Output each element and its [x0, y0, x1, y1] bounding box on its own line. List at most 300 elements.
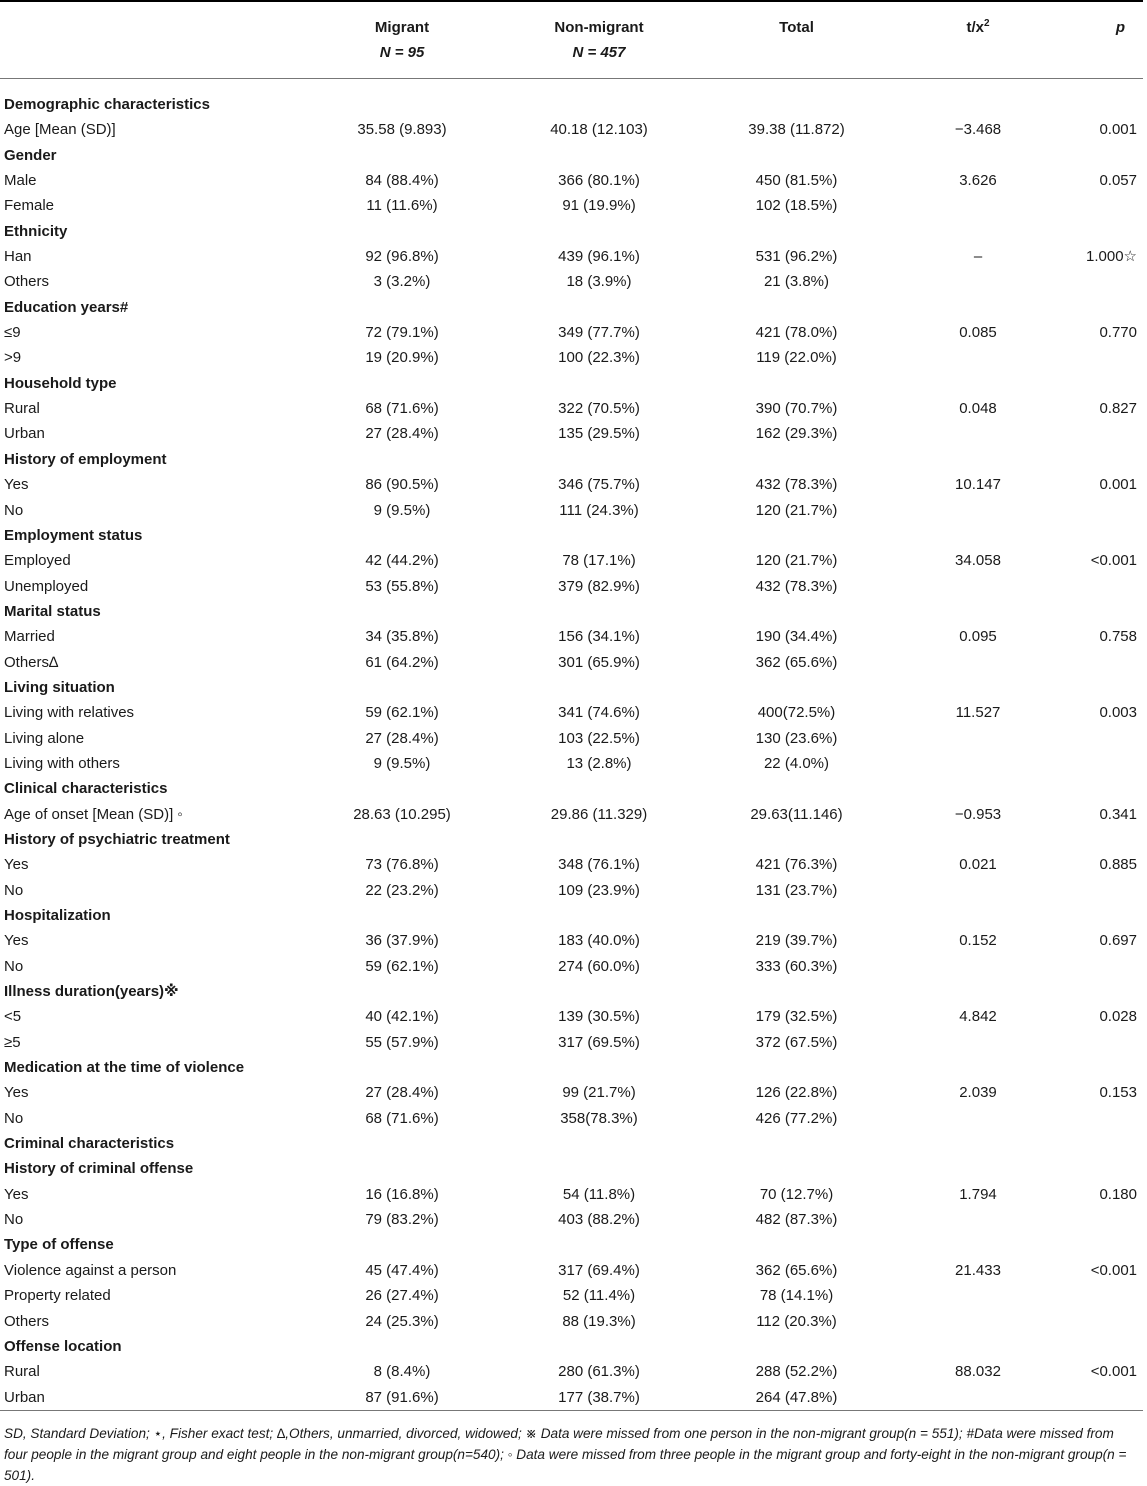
row-label: Yes — [4, 476, 29, 494]
migrant-value: 19 (20.9%) — [365, 349, 439, 367]
stat-value — [894, 574, 1062, 599]
table-body — [0, 79, 1143, 1410]
stat-value: 0.085 — [959, 324, 997, 342]
migrant-value — [305, 1131, 499, 1156]
section-row — [0, 371, 1143, 396]
stat-value — [894, 371, 1062, 396]
row-label: Unemployed — [4, 577, 89, 595]
nonmigrant-value: 348 (76.1%) — [558, 856, 640, 874]
stat-value — [894, 1334, 1062, 1359]
stat-value — [894, 1232, 1062, 1257]
table-row — [0, 1385, 1143, 1410]
section-row — [0, 776, 1143, 801]
row-label: Others∆ — [4, 653, 59, 671]
stat-value — [894, 979, 1062, 1004]
stat-value — [894, 92, 1062, 117]
row-label: Yes — [4, 932, 29, 950]
migrant-value — [305, 1055, 499, 1080]
migrant-value: 59 (62.1%) — [365, 957, 439, 975]
total-value — [699, 1334, 894, 1359]
section-row — [0, 92, 1143, 117]
total-value — [699, 776, 894, 801]
p-value — [1062, 751, 1143, 776]
row-label: Demographic characteristics — [4, 96, 210, 113]
row-label: Ethnicity — [4, 222, 68, 240]
migrant-value: 73 (76.8%) — [365, 856, 439, 874]
p-value — [1062, 827, 1143, 852]
p-value — [1062, 143, 1143, 168]
row-label: Living alone — [4, 729, 85, 747]
stat-value — [894, 599, 1062, 624]
row-label: Marital status — [4, 602, 101, 620]
migrant-value — [305, 1156, 499, 1181]
p-value — [1062, 650, 1143, 675]
nonmigrant-value: 54 (11.8%) — [562, 1185, 636, 1203]
stat-value: 4.842 — [959, 1008, 997, 1026]
table-row — [0, 168, 1143, 193]
migrant-value — [305, 295, 499, 320]
p-value — [1062, 726, 1143, 751]
table-row — [0, 650, 1143, 675]
stat-value: 1.794 — [959, 1185, 997, 1203]
total-value — [699, 295, 894, 320]
p-value: <0.001 — [1090, 1363, 1137, 1381]
stat-value: 0.095 — [959, 628, 997, 646]
total-value: 70 (12.7%) — [759, 1185, 834, 1203]
p-value — [1062, 1309, 1143, 1334]
p-value: 0.758 — [1099, 628, 1137, 646]
nonmigrant-value — [499, 92, 699, 117]
row-label: Education years# — [4, 298, 129, 316]
row-label: Male — [4, 172, 37, 190]
header-stat — [894, 2, 1062, 79]
p-value — [1062, 1207, 1143, 1232]
nonmigrant-value — [499, 219, 699, 244]
stat-value: 0.021 — [959, 856, 997, 874]
stat-value — [894, 143, 1062, 168]
total-value: 390 (70.7%) — [755, 400, 838, 418]
total-value: 112 (20.3%) — [756, 1312, 837, 1330]
migrant-value: 45 (47.4%) — [365, 1261, 439, 1279]
table-row — [0, 1182, 1143, 1207]
characteristics-table — [0, 2, 1143, 1410]
table-row — [0, 269, 1143, 294]
p-value — [1062, 1106, 1143, 1131]
nonmigrant-value: 52 (11.4%) — [562, 1287, 636, 1305]
stat-value — [894, 498, 1062, 523]
table-row — [0, 852, 1143, 877]
section-row — [0, 1131, 1143, 1156]
header-migrant — [305, 2, 499, 79]
migrant-value: 68 (71.6%) — [365, 400, 439, 418]
migrant-value — [305, 675, 499, 700]
row-label: Urban — [4, 425, 45, 443]
p-value: 0.180 — [1099, 1185, 1137, 1203]
section-row — [0, 1232, 1143, 1257]
total-value: 120 (21.7%) — [755, 501, 838, 519]
row-label: Age of onset [Mean (SD)] ◦ — [4, 805, 183, 823]
nonmigrant-value — [499, 447, 699, 472]
nonmigrant-value — [499, 1131, 699, 1156]
nonmigrant-value: 99 (21.7%) — [562, 1084, 636, 1102]
stat-value: 0.048 — [959, 400, 997, 418]
migrant-value — [305, 903, 499, 928]
nonmigrant-value: 29.86 (11.329) — [550, 805, 648, 823]
row-label: Illness duration(years)※ — [4, 983, 179, 1001]
nonmigrant-value — [499, 143, 699, 168]
table-row — [0, 1004, 1143, 1029]
total-value: 102 (18.5%) — [755, 197, 838, 215]
section-row — [0, 827, 1143, 852]
total-value — [699, 675, 894, 700]
migrant-value — [305, 1232, 499, 1257]
total-value: 426 (77.2%) — [755, 1109, 838, 1127]
stat-value — [894, 954, 1062, 979]
p-value — [1062, 421, 1143, 446]
stat-value — [894, 726, 1062, 751]
table-row — [0, 700, 1143, 725]
p-value — [1062, 776, 1143, 801]
table-row — [0, 624, 1143, 649]
migrant-value: 24 (25.3%) — [365, 1312, 439, 1330]
p-value — [1062, 523, 1143, 548]
row-label: Yes — [4, 1185, 29, 1203]
p-value — [1062, 675, 1143, 700]
row-label: >9 — [4, 349, 22, 367]
row-label: Clinical characteristics — [4, 780, 168, 798]
migrant-value: 40 (42.1%) — [365, 1008, 439, 1026]
nonmigrant-value: 439 (96.1%) — [558, 248, 640, 266]
stat-value — [894, 447, 1062, 472]
table-row — [0, 574, 1143, 599]
migrant-value: 3 (3.2%) — [373, 273, 431, 291]
table-row — [0, 1030, 1143, 1055]
row-label: Employed — [4, 552, 71, 570]
nonmigrant-value: 341 (74.6%) — [558, 704, 640, 722]
section-row — [0, 447, 1143, 472]
p-value — [1062, 954, 1143, 979]
nonmigrant-value — [499, 979, 699, 1004]
stat-value — [894, 193, 1062, 218]
total-value: 131 (23.7%) — [755, 881, 838, 899]
row-label: Type of offense — [4, 1236, 114, 1254]
stat-value — [894, 1385, 1062, 1410]
section-row — [0, 219, 1143, 244]
total-value: 421 (76.3%) — [755, 856, 838, 874]
migrant-value: 9 (9.5%) — [373, 754, 431, 772]
total-value — [699, 143, 894, 168]
total-value — [699, 219, 894, 244]
p-value — [1062, 1030, 1143, 1055]
nonmigrant-value: 403 (88.2%) — [558, 1211, 640, 1229]
total-value: 78 (14.1%) — [759, 1287, 834, 1305]
table-row — [0, 320, 1143, 345]
row-label: Rural — [4, 1363, 40, 1381]
migrant-value: 87 (91.6%) — [365, 1388, 439, 1406]
p-value: 0.885 — [1099, 856, 1137, 874]
table-row — [0, 396, 1143, 421]
nonmigrant-value — [499, 371, 699, 396]
migrant-value — [305, 447, 499, 472]
total-value: 219 (39.7%) — [755, 932, 838, 950]
table-row — [0, 498, 1143, 523]
row-label: Urban — [4, 1388, 45, 1406]
spacer-row — [0, 79, 1143, 93]
nonmigrant-value — [499, 903, 699, 928]
header-stat-sup: 2 — [983, 18, 990, 29]
row-label: ≥5 — [4, 1033, 21, 1051]
total-value: 39.38 (11.872) — [748, 121, 845, 139]
nonmigrant-value — [499, 1055, 699, 1080]
stat-value — [894, 903, 1062, 928]
migrant-value — [305, 92, 499, 117]
row-label: Hospitalization — [4, 907, 111, 924]
table-row — [0, 421, 1143, 446]
table-row — [0, 345, 1143, 370]
stat-value — [894, 523, 1062, 548]
table-row — [0, 954, 1143, 979]
migrant-value: 72 (79.1%) — [365, 324, 439, 342]
p-value — [1062, 447, 1143, 472]
stat-value — [894, 295, 1062, 320]
stat-value — [894, 827, 1062, 852]
row-label: Others — [4, 273, 50, 291]
nonmigrant-value: 100 (22.3%) — [558, 349, 640, 367]
migrant-value: 8 (8.4%) — [373, 1363, 431, 1381]
row-label: Living situation — [4, 678, 115, 696]
nonmigrant-value — [499, 1156, 699, 1181]
section-row — [0, 979, 1143, 1004]
stat-value — [894, 1156, 1062, 1181]
migrant-value: 28.63 (10.295) — [353, 805, 451, 823]
p-value — [1062, 219, 1143, 244]
total-value: 531 (96.2%) — [755, 248, 838, 266]
total-value — [699, 1131, 894, 1156]
p-value: 0.697 — [1099, 932, 1137, 950]
table-row — [0, 193, 1143, 218]
migrant-value — [305, 143, 499, 168]
p-value: <0.001 — [1090, 552, 1137, 570]
header-total: Total — [779, 19, 814, 36]
total-value: 450 (81.5%) — [755, 172, 838, 190]
row-label: No — [4, 881, 24, 899]
p-value: 0.341 — [1099, 805, 1137, 823]
stat-value — [894, 1055, 1062, 1080]
total-value: 362 (65.6%) — [755, 653, 838, 671]
nonmigrant-value: 13 (2.8%) — [566, 754, 632, 772]
nonmigrant-value: 91 (19.9%) — [562, 197, 636, 215]
header-nonmigrant-n: N = 457 — [572, 44, 626, 61]
total-value: 288 (52.2%) — [755, 1363, 838, 1381]
stat-value: 11.527 — [955, 704, 1001, 722]
p-value: 0.001 — [1099, 121, 1137, 139]
stat-value: 34.058 — [955, 552, 1001, 570]
total-value: 179 (32.5%) — [755, 1008, 838, 1026]
row-label: Medication at the time of violence — [4, 1059, 245, 1077]
nonmigrant-value — [499, 295, 699, 320]
row-label: Property related — [4, 1287, 111, 1305]
nonmigrant-value: 78 (17.1%) — [562, 552, 636, 570]
nonmigrant-value: 156 (34.1%) — [558, 628, 640, 646]
row-label: <5 — [4, 1008, 22, 1026]
p-value — [1062, 1385, 1143, 1410]
migrant-value: 84 (88.4%) — [365, 172, 439, 190]
row-label: No — [4, 1211, 24, 1229]
migrant-value — [305, 827, 499, 852]
migrant-value — [305, 371, 499, 396]
header-migrant-n: N = 95 — [379, 44, 425, 61]
row-label: Rural — [4, 400, 40, 418]
p-value — [1062, 1334, 1143, 1359]
nonmigrant-value: 111 (24.3%) — [559, 501, 639, 519]
nonmigrant-value: 135 (29.5%) — [558, 425, 640, 443]
migrant-value: 79 (83.2%) — [365, 1211, 439, 1229]
nonmigrant-value: 358(78.3%) — [560, 1109, 638, 1127]
p-value: 0.153 — [1099, 1084, 1137, 1102]
nonmigrant-value: 103 (22.5%) — [558, 729, 640, 747]
p-value — [1062, 878, 1143, 903]
nonmigrant-value: 379 (82.9%) — [558, 577, 640, 595]
stat-value — [894, 1030, 1062, 1055]
stat-value: −3.468 — [954, 121, 1002, 139]
section-row — [0, 295, 1143, 320]
p-value: 0.057 — [1099, 172, 1137, 190]
section-row — [0, 903, 1143, 928]
row-label: Han — [4, 248, 32, 266]
nonmigrant-value: 109 (23.9%) — [558, 881, 640, 899]
row-label: No — [4, 957, 24, 975]
p-value: 0.770 — [1099, 324, 1137, 342]
p-value — [1062, 193, 1143, 218]
migrant-value: 92 (96.8%) — [365, 248, 439, 266]
total-value — [699, 447, 894, 472]
nonmigrant-value: 301 (65.9%) — [558, 653, 640, 671]
table-row — [0, 726, 1143, 751]
total-value: 119 (22.0%) — [756, 349, 837, 367]
p-value — [1062, 1131, 1143, 1156]
table-row — [0, 1359, 1143, 1384]
header-p: p — [1115, 19, 1125, 36]
p-value — [1062, 574, 1143, 599]
nonmigrant-value — [499, 599, 699, 624]
migrant-value: 27 (28.4%) — [365, 1084, 439, 1102]
nonmigrant-value: 274 (60.0%) — [558, 957, 640, 975]
stat-value: 10.147 — [955, 476, 1001, 494]
section-row — [0, 143, 1143, 168]
p-value — [1062, 345, 1143, 370]
migrant-value — [305, 599, 499, 624]
row-label: Others — [4, 1312, 50, 1330]
table-row — [0, 751, 1143, 776]
p-value — [1062, 903, 1143, 928]
row-label: No — [4, 1109, 24, 1127]
total-value: 432 (78.3%) — [755, 577, 838, 595]
row-label: No — [4, 501, 24, 519]
table-row — [0, 1283, 1143, 1308]
nonmigrant-value — [499, 1232, 699, 1257]
nonmigrant-value: 183 (40.0%) — [558, 932, 640, 950]
header-nonmigrant — [499, 2, 699, 79]
table-header — [0, 2, 1143, 79]
migrant-value: 53 (55.8%) — [365, 577, 439, 595]
migrant-value: 22 (23.2%) — [365, 881, 439, 899]
migrant-value: 86 (90.5%) — [365, 476, 439, 494]
stat-value: 88.032 — [955, 1363, 1001, 1381]
p-value: 0.827 — [1099, 400, 1137, 418]
p-value — [1062, 92, 1143, 117]
section-row — [0, 523, 1143, 548]
nonmigrant-value: 18 (3.9%) — [566, 273, 632, 291]
migrant-value: 11 (11.6%) — [366, 197, 438, 215]
p-value — [1062, 371, 1143, 396]
total-value: 482 (87.3%) — [755, 1211, 838, 1229]
migrant-value: 68 (71.6%) — [365, 1109, 439, 1127]
total-value: 126 (22.8%) — [755, 1084, 838, 1102]
migrant-value: 16 (16.8%) — [365, 1185, 439, 1203]
total-value — [699, 371, 894, 396]
p-value — [1062, 1232, 1143, 1257]
stat-value — [894, 1131, 1062, 1156]
row-label: Offense location — [4, 1337, 122, 1355]
row-label: Criminal characteristics — [4, 1135, 175, 1153]
table-row — [0, 1309, 1143, 1334]
migrant-value — [305, 979, 499, 1004]
nonmigrant-value: 322 (70.5%) — [558, 400, 640, 418]
p-value — [1062, 295, 1143, 320]
stat-value — [894, 650, 1062, 675]
nonmigrant-value: 280 (61.3%) — [558, 1363, 640, 1381]
total-value — [699, 1232, 894, 1257]
section-row — [0, 1156, 1143, 1181]
migrant-value: 59 (62.1%) — [365, 704, 439, 722]
total-value: 130 (23.6%) — [755, 729, 838, 747]
spacer-cell — [0, 79, 1143, 93]
nonmigrant-value: 317 (69.4%) — [558, 1261, 640, 1279]
migrant-value: 55 (57.9%) — [365, 1033, 439, 1051]
total-value: 264 (47.8%) — [755, 1388, 838, 1406]
migrant-value — [305, 219, 499, 244]
stat-value: 21.433 — [955, 1261, 1001, 1279]
migrant-value: 9 (9.5%) — [373, 501, 431, 519]
total-value — [699, 92, 894, 117]
total-value: 333 (60.3%) — [755, 957, 838, 975]
row-label: Household type — [4, 374, 117, 392]
row-label: History of criminal offense — [4, 1160, 194, 1178]
p-value — [1062, 1283, 1143, 1308]
header-migrant-title: Migrant — [374, 19, 430, 36]
total-value — [699, 523, 894, 548]
total-value: 372 (67.5%) — [755, 1033, 838, 1051]
header-stat-label: t/x — [966, 19, 984, 36]
total-value: 120 (21.7%) — [755, 552, 838, 570]
migrant-value: 26 (27.4%) — [365, 1287, 439, 1305]
migrant-value: 27 (28.4%) — [365, 729, 439, 747]
row-label: Yes — [4, 856, 29, 874]
stat-value — [894, 1207, 1062, 1232]
stat-value — [894, 1283, 1062, 1308]
p-value: 0.028 — [1099, 1008, 1137, 1026]
section-row — [0, 675, 1143, 700]
nonmigrant-value: 139 (30.5%) — [558, 1008, 640, 1026]
nonmigrant-value — [499, 1334, 699, 1359]
row-label: Living with relatives — [4, 704, 135, 722]
stat-value — [894, 421, 1062, 446]
row-label: History of psychiatric treatment — [4, 830, 230, 848]
stat-value: 0.152 — [959, 932, 997, 950]
row-label: Female — [4, 197, 55, 215]
nonmigrant-value: 317 (69.5%) — [558, 1033, 640, 1051]
nonmigrant-value: 366 (80.1%) — [558, 172, 640, 190]
